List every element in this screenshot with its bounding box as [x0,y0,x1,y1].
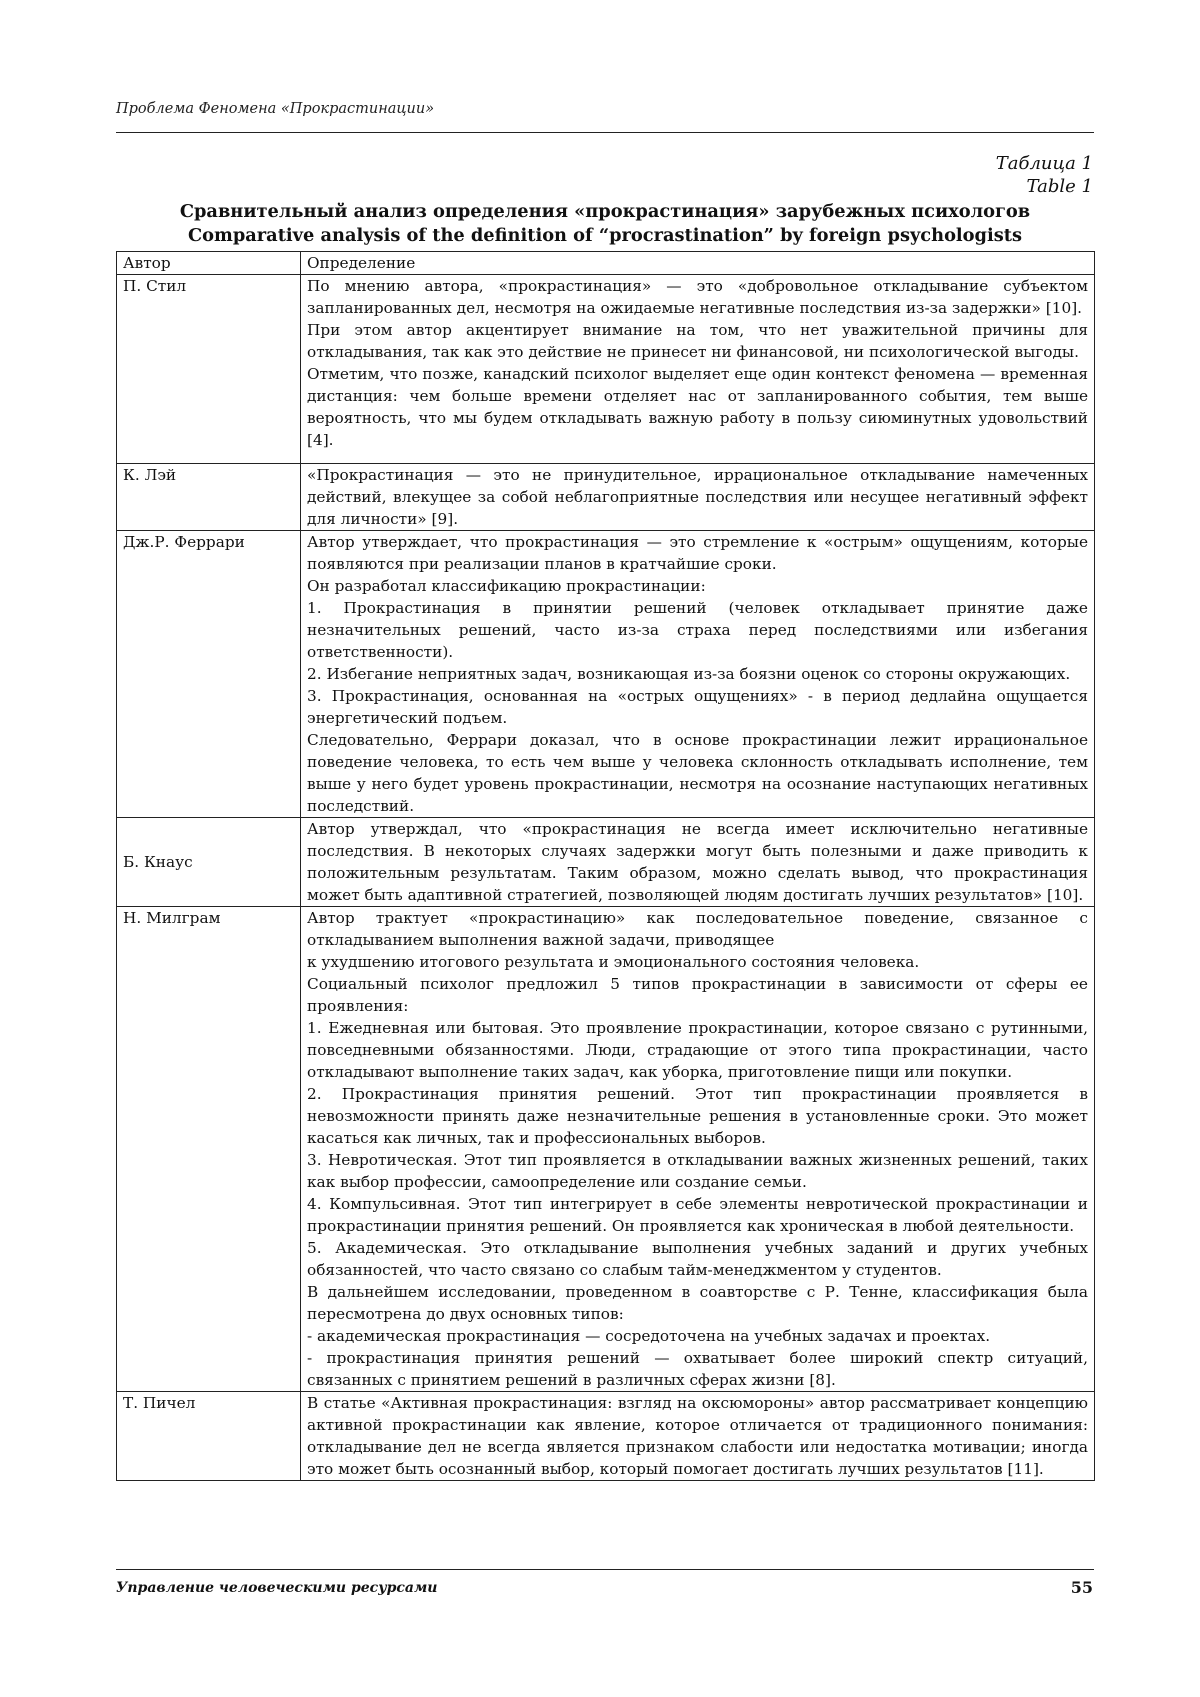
definition-cell: По мнению автора, «прокрастинация» — это «добровольное откладывание субъектом запланированных дел, несмотря на ожидаемые негативные последствия из-за задержки» [10]. При этом автор акцентирует внимание на том, что нет уважительной причины для откладывания, так как это действие не принесет ни финансовой, ни психологической выгоды. Отметим, что позже, канадский психолог выделяет еще один контекст феномена — временная дистанция: чем больше времени отделяет нас от запланированного события, тем выше вероятность, что мы будем откладывать важную работу в пользу сиюминутных удовольствий [4]. [301,275,1095,464]
table-row [117,818,1095,907]
table-caption-ru: Таблица 1 [995,153,1093,174]
author-cell: Т. Пичел [117,1392,301,1481]
definition-cell: Автор утверждал, что «прокрастинация не всегда имеет исключительно негативные последствия. В некоторых случаях задержки могут быть полезными и даже приводить к положительным результатам. Таким образом, можно сделать вывод, что прокрастинация может быть адаптивной стратегией, позволяющей людям достигать лучших результатов» [10]. [301,818,1095,907]
table-title-ru: Сравнительный анализ определения «прокрастинация» зарубежных психологов [179,201,1031,222]
table-caption-en: Table 1 [1026,176,1093,197]
definition-cell: Автор утверждает, что прокрастинация — это стремление к «острым» ощущениям, которые появляются при реализации планов в кратчайшие сроки. Он разработал классификацию прокрастинации: 1. Прокрастинация в принятии решений (человек откладывает принятие даже незначительных решений, часто из-за страха перед последствиями или избегания ответственности). 2. Избегание неприятных задач, возникающая из-за боязни оценок со стороны окружающих. 3. Прокрастинация, основанная на «острых ощущениях» - в период дедлайна ощущается энергетический подъем. Следовательно, Феррари доказал, что в основе прокрастинации лежит иррациональное поведение человека, то есть чем выше у человека склонность откладывать исполнение, тем выше у него будет уровень прокрастинации, несмотря на осознание наступающих негативных последствий. [301,531,1095,818]
table-row [117,1392,1095,1481]
column-header-author: Автор [117,252,301,275]
header-rule [116,132,1094,133]
author-cell: К. Лэй [117,464,301,531]
definition-cell: «Прокрастинация — это не принудительное, иррациональное откладывание намеченных действий, влекущее за собой неблагоприятные последствия или несущее негативный эффект для личности» [9]. [301,464,1095,531]
table-row [117,464,1095,531]
definition-cell: В статье «Активная прокрастинация: взгляд на оксюмороны» автор рассматривает концепцию активной прокрастинации как явление, которое отличается от традиционного понимания: откладывание дел не всегда является признаком слабости или недостатка мотивации; иногда это может быть осознанный выбор, который помогает достигать лучших результатов [11]. [301,1392,1095,1481]
table-row [117,275,1095,464]
column-header-definition: Определение [301,252,1095,275]
table-row [117,907,1095,1392]
definitions-table [116,251,1095,1481]
table-title-en: Comparative analysis of the definition of “procrastination” by foreign psychologists [188,225,1022,246]
definition-cell: Автор трактует «прокрастинацию» как последовательное поведение, связанное с откладыванием выполнения важной задачи, приводящее к ухудшению итогового результата и эмоционального состояния человека. Социальный психолог предложил 5 типов прокрастинации в зависимости от сферы ее проявления: 1. Ежедневная или бытовая. Это проявление прокрастинации, которое связано с рутинными, повседневными обязанностями. Люди, страдающие от этого типа прокрастинации, часто откладывают выполнение таких задач, как уборка, приготовление пищи или покупки. 2. Прокрастинация принятия решений. Этот тип прокрастинации проявляется в невозможности принять даже незначительные решения в установленные сроки. Это может касаться как личных, так и профессиональных выборов. 3. Невротическая. Этот тип проявляется в откладывании важных жизненных решений, таких как выбор профессии, самоопределение или создание семьи. 4. Компульсивная. Этот тип интегрирует в себе элементы невротической прокрастинации и прокрастинации принятия решений. Он проявляется как хроническая в любой деятельности. 5. Академическая. Это откладывание выполнения учебных заданий и других учебных обязанностей, что часто связано со слабым тайм-менеджментом у студентов. В дальнейшем исследовании, проведенном в соавторстве с Р. Тенне, классификация была пересмотрена до двух основных типов: - академическая прокрастинация — сосредоточена на учебных задачах и проектах. - прокрастинация принятия решений — охватывает более широкий спектр ситуаций, связанных с принятием решений в различных сферах жизни [8]. [301,907,1095,1392]
author-cell: Н. Милграм [117,907,301,1392]
footer-rule [116,1569,1094,1570]
page-number: 55 [1070,1578,1093,1597]
author-cell: П. Стил [117,275,301,464]
author-cell: Б. Кнаус [117,818,301,907]
table-header-row [117,252,1095,275]
journal-title: Управление человеческими ресурсами [116,1580,438,1596]
author-cell: Дж.Р. Феррари [117,531,301,818]
table-row [117,531,1095,818]
running-title: Проблема Феномена «Прокрастинации» [116,101,435,117]
